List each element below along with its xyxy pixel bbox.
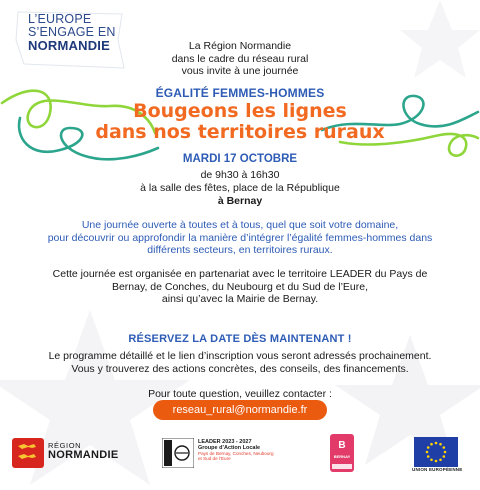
event-schedule [0, 169, 480, 208]
leader-title: LEADER 2023 - 2027 [198, 439, 252, 445]
partner-line-2: Bernay, de Conches, du Neubourg et du Sud de l’Eure, [111, 280, 369, 293]
event-date: MARDI 17 OCTOBRE [182, 153, 298, 165]
reserve-heading: RÉSERVEZ LA DATE DÈS MAINTENANT ! [128, 333, 352, 345]
program-paragraph [0, 350, 480, 375]
eu-flag-icon [414, 437, 458, 467]
partner-paragraph [0, 268, 480, 306]
description-line-3: différents secteurs, en territoires ruraux. [147, 244, 333, 257]
program-line-1: Le programme détaillé et le lien d’inscription vous seront adressés prochainement. [48, 350, 432, 362]
description-line-2: pour découvrir ou approfondir la manière d’intégrer l’égalité femmes-hommes dans [47, 231, 433, 244]
region-big-label: NORMANDIE [48, 449, 119, 461]
program-line-2: Vous y trouverez des actions concrètes, des conseils, des financements. [71, 362, 409, 375]
intro-line-3: vous invite à une journée [181, 65, 299, 77]
event-title [0, 101, 480, 143]
contact-email-button[interactable]: reseau_rural@normandie.fr [153, 400, 327, 420]
leader-area-line-2: et Sud de l’Eure [198, 456, 231, 462]
event-subtitle: ÉGALITÉ FEMMES-HOMMES [155, 86, 325, 100]
partner-line-1: Cette journée est organisée en partenariat avec le territoire LEADER du Pays de [52, 268, 428, 280]
intro-line-1: La Région Normandie [188, 40, 292, 52]
contact-question: Pour toute question, veuillez contacter : [148, 388, 332, 400]
svg-text:B: B [338, 440, 346, 451]
eu-caption: UNION EUROPÉENNE [412, 467, 463, 472]
badge-line-2: S’ENGAGE EN [28, 25, 116, 39]
bernay-logo[interactable] [330, 434, 354, 472]
event-time: de 9h30 à 16h30 [200, 169, 280, 181]
event-city: à Bernay [217, 195, 263, 207]
event-title-line-1: Bougeons les lignes [133, 100, 347, 122]
description-paragraph [0, 219, 480, 257]
footer-logos [0, 430, 480, 480]
bernay-label: BERNAY [333, 454, 351, 459]
eu-flag-logo[interactable] [414, 437, 458, 467]
bernay-logo-icon [330, 434, 354, 472]
region-normandie-logo[interactable] [12, 436, 132, 470]
event-venue: à la salle des fêtes, place de la République [140, 182, 340, 194]
partner-line-3: ainsi qu’avec la Mairie de Bernay. [161, 293, 319, 306]
normandie-leopards-icon [12, 438, 44, 468]
event-title-line-2: dans nos territoires ruraux [95, 121, 385, 143]
region-small-label: RÉGION [48, 441, 82, 450]
badge-line-3: NORMANDIE [28, 38, 110, 53]
intro-text [0, 40, 480, 78]
leader-logo-icon [162, 438, 194, 468]
intro-line-2: dans le cadre du réseau rural [171, 52, 309, 65]
leader-subtitle: Groupe d’Action Locale [198, 445, 261, 451]
description-line-1: Une journée ouverte à toutes et à tous, quel que soit votre domaine, [81, 219, 399, 231]
badge-line-1: L’EUROPE [28, 12, 92, 26]
leader-area-line-1: Pays de Bernay, Conches, Neubourg [198, 451, 274, 456]
leader-area [198, 451, 274, 462]
